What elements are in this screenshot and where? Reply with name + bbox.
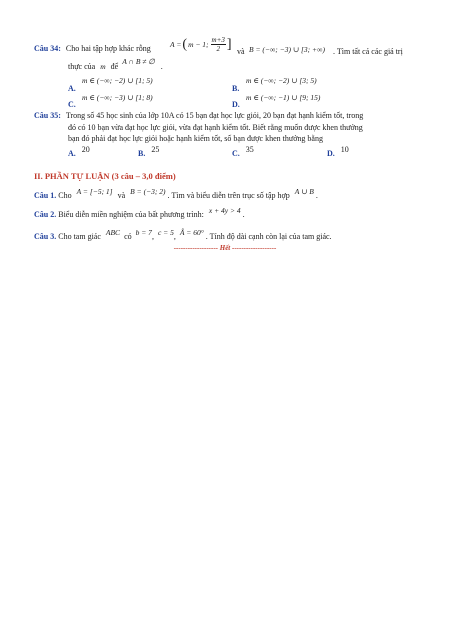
q34-setA-open: m − 1;	[188, 40, 209, 49]
tl1-end: .	[315, 191, 318, 200]
q35-option-b-label: B.	[138, 149, 146, 158]
tl3-line: Câu 3. Cho tam giác ABC có b = 7, c = 5, Â = 60° . Tính độ dài cạnh còn lại của tam giác.	[34, 228, 332, 241]
q35-option-c[interactable]	[232, 145, 254, 158]
q35-text-3: bạn đó phải đạt học lực giỏi hoặc hạnh kiểm tốt, số bạn được khen thưởng bằng	[68, 134, 323, 143]
q34-option-a-value: m ∈ (−∞; −2) ∪ [1; 5)	[82, 76, 153, 85]
tl1-and: và	[117, 191, 126, 200]
q35-option-d-label: D.	[327, 149, 335, 158]
q34-setB: B = (−∞; −3) ∪ [3; +∞)	[249, 45, 325, 54]
tl1-setA: A = [−5; 1]	[76, 187, 113, 196]
tl3-triangle: ABC	[105, 228, 121, 237]
q35-line1	[34, 111, 363, 121]
q34-option-b-value: m ∈ (−∞; −2) ∪ [3; 5)	[246, 76, 317, 85]
q34-line2-b: để	[110, 62, 119, 71]
q34-label: Câu 34:	[34, 44, 61, 53]
tl3-angle-a: Â = 60°	[179, 228, 204, 237]
q34-option-a-label[interactable]: A.	[68, 84, 76, 93]
q35-label: Câu 35:	[34, 111, 61, 120]
q34-setA-fraction	[211, 36, 226, 53]
tl1-expr: A ∪ B	[294, 187, 314, 196]
q34-text: Cho hai tập hợp khác rỗng	[65, 44, 151, 53]
tl2-expr: x + 4y > 4	[208, 206, 241, 215]
tl2-line	[34, 206, 245, 219]
tl2-text: Biểu diễn miền nghiệm của bất phương trình:	[58, 210, 204, 219]
tl3-side-b: b = 7	[135, 228, 152, 237]
tl2-end: .	[242, 210, 245, 219]
q34-and: và	[237, 47, 245, 56]
tl3-has: có	[124, 232, 132, 241]
tl3-side-c: c = 5	[157, 228, 174, 237]
q34-line2-a: thực của	[68, 62, 96, 71]
q35-text-1: Trong số 45 học sinh của lớp 10A có 15 bạn đạt học lực giỏi, 20 bạn đạt hạnh kiểm tốt, trong	[65, 111, 364, 120]
tl3-pre: Cho tam giác	[58, 232, 101, 241]
tl2-label: Câu 2.	[34, 210, 57, 219]
q34-option-d-label[interactable]: D.	[232, 100, 240, 109]
q35-option-b-value: 25	[151, 145, 160, 154]
tl1-line	[34, 187, 318, 200]
q35-option-d[interactable]	[327, 145, 349, 158]
q34-setA-lhs: A =	[170, 40, 182, 49]
q34-setA: A = ( m − 1; $\frac{m+3}{2}$ ]	[170, 36, 232, 53]
end-marker: ------------------- Hết -------------------	[173, 244, 277, 252]
q35-option-a-label: A.	[68, 149, 76, 158]
q35-option-c-value: 35	[245, 145, 254, 154]
q35-option-b[interactable]	[138, 145, 160, 158]
q35-option-c-label: C.	[232, 149, 240, 158]
q34-setA-den: 2	[216, 45, 220, 53]
q34-line1	[34, 44, 151, 54]
tl1-label: Câu 1.	[34, 191, 57, 200]
q35-option-a-value: 20	[81, 145, 90, 154]
tl3-label: Câu 3.	[34, 232, 57, 241]
tl3-post: . Tính độ dài cạnh còn lại của tam giác.	[205, 232, 332, 241]
section-2-heading: II. PHẦN TỰ LUẬN (3 câu – 3,0 điểm)	[34, 171, 176, 181]
q34-line2	[68, 57, 163, 72]
q34-line2-end: .	[160, 62, 163, 71]
q35-option-d-value: 10	[340, 145, 349, 154]
tl1-setB: B = (−3; 2)	[130, 187, 166, 196]
tl1-post: . Tìm và biểu diễn trên trục số tập hợp	[167, 191, 290, 200]
q34-tail: . Tìm tất cả các giá trị	[333, 47, 403, 56]
q34-option-d-value: m ∈ (−∞; −1) ∪ [9; 15)	[246, 93, 321, 102]
q34-var-m: m	[100, 62, 106, 71]
q35-text-2: đó có 10 bạn vừa đạt học lực giỏi, vừa đạt hạnh kiểm tốt. Biết rằng muốn được khen thưởng	[68, 123, 363, 132]
q34-option-c-value: m ∈ (−∞; −3) ∪ [1; 8)	[82, 93, 153, 102]
q34-option-c-label[interactable]: C.	[68, 100, 76, 109]
q35-option-a[interactable]	[68, 145, 90, 158]
tl1-pre: Cho	[58, 191, 72, 200]
q34-condition: A ∩ B ≠ ∅	[122, 57, 155, 66]
q34-setA-num: m+3	[211, 36, 225, 44]
q34-option-b-label[interactable]: B.	[232, 84, 240, 93]
